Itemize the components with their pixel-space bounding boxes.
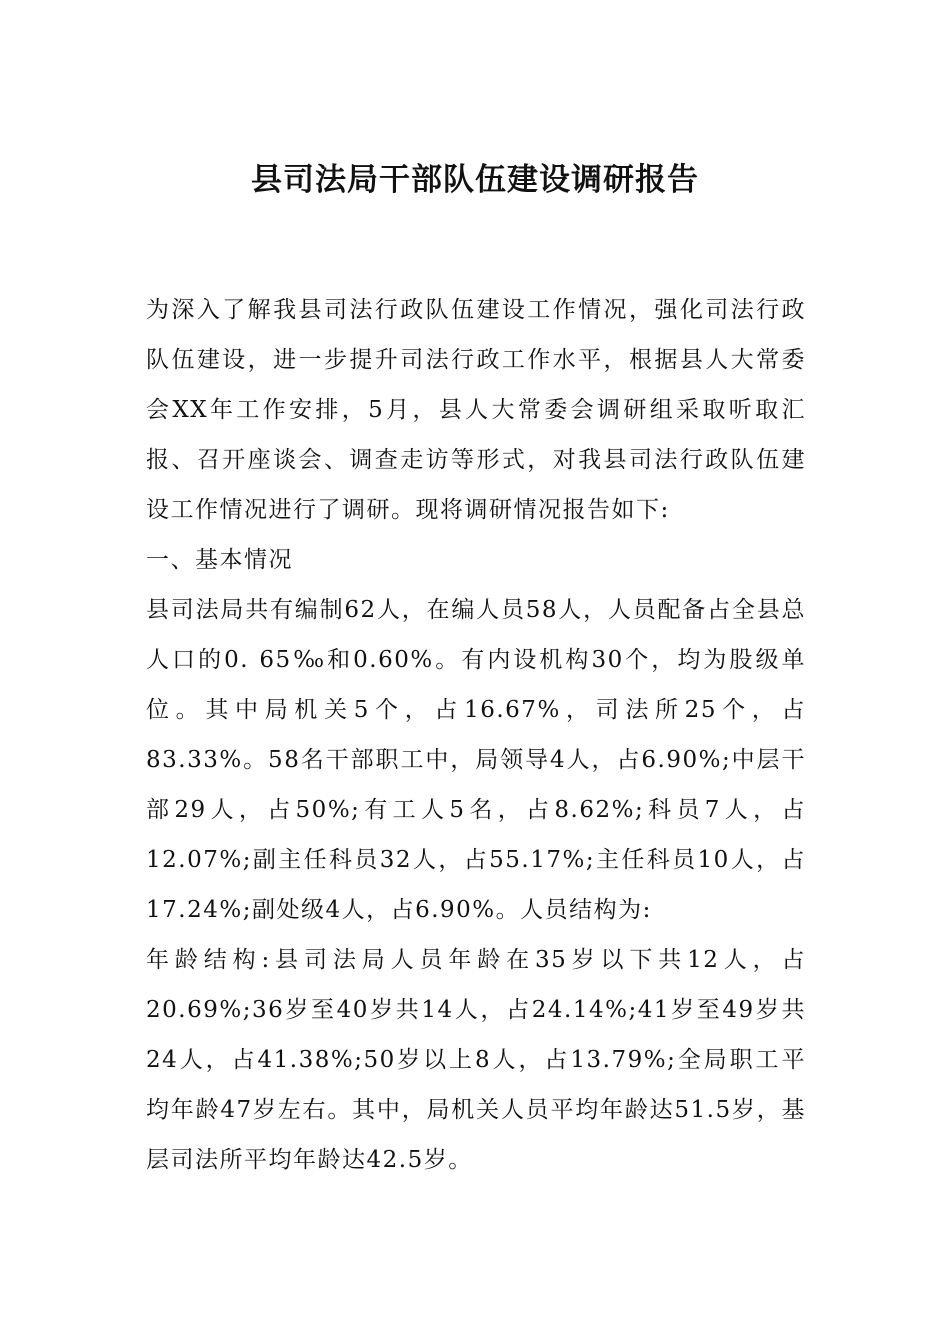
age-structure-paragraph: 年龄结构:县司法局人员年龄在35岁以下共12人，占20.69%;36岁至40岁共14人，占24.14%;41岁至49岁共24人，占41.38%;50岁以上8人，占13.79%;全局职工平均年龄47岁左右。其中，局机关人员平均年龄达51.5岁，基层司法所平均年龄达42.5岁。 — [146, 947, 806, 1173]
document-title: 县司法局干部队伍建设调研报告 — [251, 162, 699, 198]
document-body — [146, 285, 806, 1185]
section-heading-basic-situation: 一、基本情况 — [146, 547, 293, 573]
staffing-paragraph: 县司法局共有编制62人，在编人员58人，人员配备占全县总人口的0. 65‰和0.60%。有内设机构30个，均为股级单位。其中局机关5个，占16.67%，司法所25个，占83.33%。58名干部职工中，局领导4人，占6.90%;中层干部29人，占50%;有工人5名，占8.62%;科员7人，占12.07%;副主任科员32人，占55.17%;主任科员10人，占17.24%;副处级4人，占6.90%。人员结构为: — [146, 597, 806, 923]
intro-paragraph: 为深入了解我县司法行政队伍建设工作情况，强化司法行政队伍建设，进一步提升司法行政工作水平，根据县人大常委会XX年工作安排，5月，县人大常委会调研组采取听取汇报、召开座谈会、调查走访等形式，对我县司法行政队伍建设工作情况进行了调研。现将调研情况报告如下: — [146, 297, 806, 523]
